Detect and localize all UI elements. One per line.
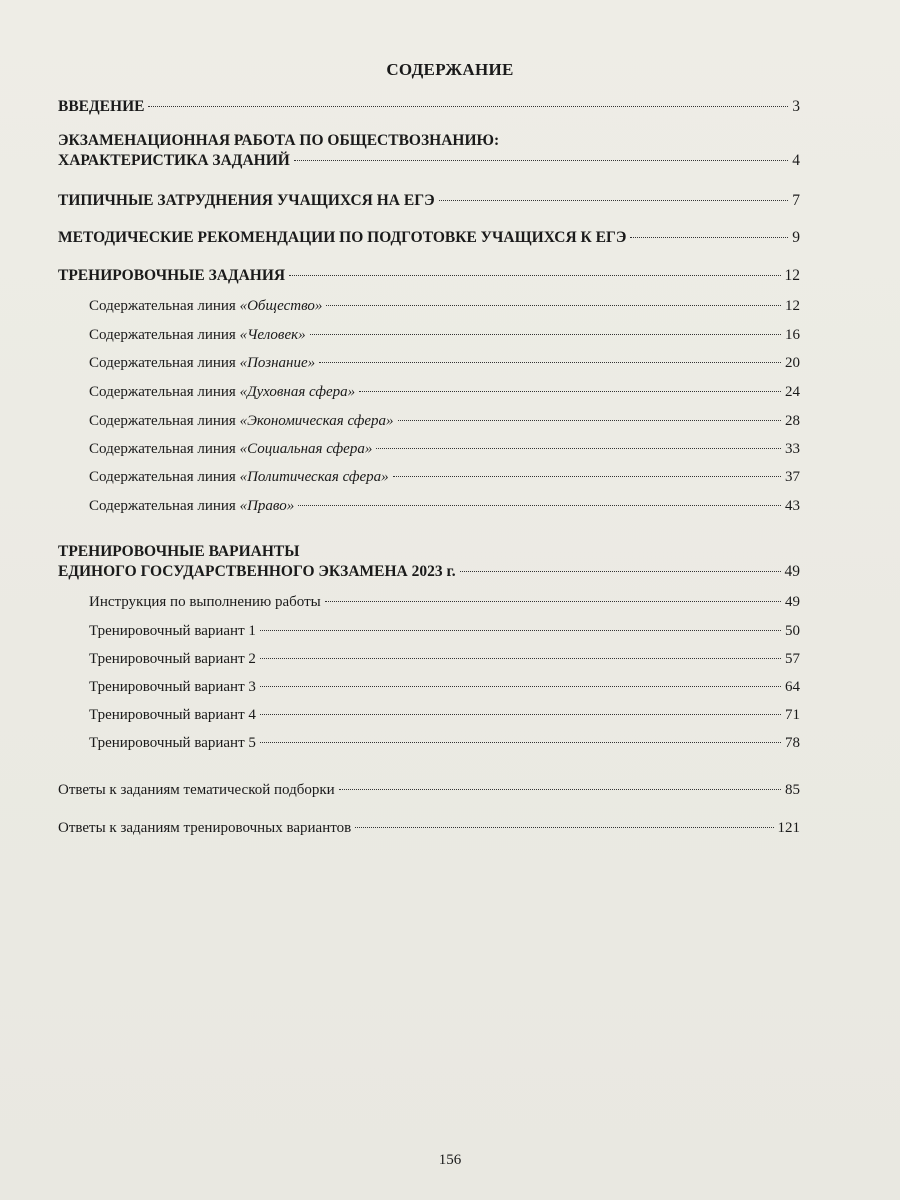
page-title: СОДЕРЖАНИЕ <box>386 60 514 79</box>
toc-entry-exam-work[interactable] <box>58 132 800 170</box>
toc-entry-line-law[interactable] <box>89 498 800 515</box>
toc-page-number: 43 <box>785 498 800 514</box>
toc-entry-line-society[interactable] <box>89 298 800 315</box>
toc-page-number: 12 <box>784 267 800 284</box>
toc-entry-variant-1[interactable] <box>89 623 800 640</box>
toc-entry-label: Ответы к заданиям тренировочных вариантов <box>58 820 352 836</box>
toc-entry-line-economic[interactable] <box>89 413 800 430</box>
dot-leader <box>325 601 781 602</box>
toc-entry-label: Тренировочный вариант 2 <box>89 651 256 667</box>
toc-page-number: 16 <box>785 327 800 343</box>
toc-page-number: 37 <box>785 469 800 485</box>
toc-page-number: 57 <box>785 651 800 667</box>
toc-page-number: 78 <box>785 735 800 751</box>
toc-entry-prefix: Содержательная линия <box>89 469 240 485</box>
toc-entry-topic: «Общество» <box>239 298 323 314</box>
dot-leader <box>355 827 773 828</box>
toc-entry-label-line1: ЭКЗАМЕНАЦИОННАЯ РАБОТА ПО ОБЩЕСТВОЗНАНИЮ: <box>58 132 500 149</box>
toc-entry-label: Тренировочный вариант 3 <box>89 679 256 695</box>
dot-leader <box>630 237 788 238</box>
toc-entry-instructions[interactable] <box>89 594 800 611</box>
toc-entry-variant-4[interactable] <box>89 707 800 724</box>
toc-entry-methodical-recommendations[interactable] <box>58 229 800 247</box>
dot-leader <box>298 505 781 506</box>
dot-leader <box>260 658 781 659</box>
toc-entry-topic: «Человек» <box>239 327 306 343</box>
toc-page-number: 50 <box>785 623 800 639</box>
toc-entry-prefix: Содержательная линия <box>89 355 240 371</box>
toc-entry-training-variants[interactable] <box>58 543 800 581</box>
dot-leader <box>260 714 781 715</box>
toc-page-number: 24 <box>785 384 800 400</box>
dot-leader <box>289 275 780 276</box>
dot-leader <box>326 305 781 306</box>
toc-page-number: 3 <box>792 98 800 115</box>
toc-entry-line-spiritual[interactable] <box>89 384 800 401</box>
dot-leader <box>310 334 781 335</box>
toc-entry-label-line2: ХАРАКТЕРИСТИКА ЗАДАНИЙ <box>58 152 290 169</box>
toc-entry-topic: «Экономическая сфера» <box>239 413 394 429</box>
toc-page-number: 64 <box>785 679 800 695</box>
toc-entry-training-tasks[interactable] <box>58 267 800 285</box>
toc-entry-variant-2[interactable] <box>89 651 800 668</box>
toc-entry-label: Тренировочный вариант 5 <box>89 735 256 751</box>
dot-leader <box>319 362 781 363</box>
toc-entry-topic: «Политическая сфера» <box>239 469 389 485</box>
toc-entry-answers-variants[interactable] <box>58 820 800 837</box>
toc-page-number: 85 <box>785 782 800 798</box>
dot-leader <box>359 391 781 392</box>
toc-entry-prefix: Содержательная линия <box>89 413 240 429</box>
toc-page-number: 4 <box>792 152 800 169</box>
toc-page-number: 7 <box>792 192 800 209</box>
toc-entry-variant-5[interactable] <box>89 735 800 752</box>
toc-entry-line-person[interactable] <box>89 327 800 344</box>
toc-entry-label: Ответы к заданиям тематической подборки <box>58 782 335 798</box>
toc-page-number: 20 <box>785 355 800 371</box>
toc-entry-label: ТИПИЧНЫЕ ЗАТРУДНЕНИЯ УЧАЩИХСЯ НА ЕГЭ <box>58 192 435 209</box>
toc-entry-label: Инструкция по выполнению работы <box>89 594 321 610</box>
dot-leader <box>460 571 781 572</box>
dot-leader <box>148 106 788 107</box>
toc-entry-prefix: Содержательная линия <box>89 441 240 457</box>
toc-entry-topic: «Духовная сфера» <box>239 384 356 400</box>
toc-entry-line-political[interactable] <box>89 469 800 486</box>
toc-entry-typical-difficulties[interactable] <box>58 192 800 210</box>
toc-entry-line-social[interactable] <box>89 441 800 458</box>
dot-leader <box>260 630 781 631</box>
toc-entry-variant-3[interactable] <box>89 679 800 696</box>
dot-leader <box>393 476 781 477</box>
toc-page-number: 121 <box>777 820 800 836</box>
toc-entry-introduction[interactable] <box>58 98 800 116</box>
dot-leader <box>260 742 781 743</box>
toc-entry-topic: «Социальная сфера» <box>239 441 373 457</box>
toc-page-number: 28 <box>785 413 800 429</box>
toc-entry-label-line2: ЕДИНОГО ГОСУДАРСТВЕННОГО ЭКЗАМЕНА 2023 г. <box>58 563 456 580</box>
toc-entry-label: Тренировочный вариант 4 <box>89 707 256 723</box>
dot-leader <box>339 789 781 790</box>
toc-entry-topic: «Право» <box>239 498 295 514</box>
toc-page-number: 49 <box>784 563 800 580</box>
toc-page-number: 12 <box>785 298 800 314</box>
dot-leader <box>260 686 781 687</box>
toc-entry-prefix: Содержательная линия <box>89 498 240 514</box>
toc-page-number: 49 <box>785 594 800 610</box>
toc-entry-topic: «Познание» <box>239 355 316 371</box>
toc-entry-prefix: Содержательная линия <box>89 298 240 314</box>
toc-entry-label: ВВЕДЕНИЕ <box>58 98 145 115</box>
toc-entry-label: МЕТОДИЧЕСКИЕ РЕКОМЕНДАЦИИ ПО ПОДГОТОВКЕ УЧАЩИХСЯ К ЕГЭ <box>58 229 627 246</box>
toc-entry-answers-thematic[interactable] <box>58 782 800 799</box>
toc-page-number: 9 <box>792 229 800 246</box>
toc-page-number: 71 <box>785 707 800 723</box>
toc-entry-label: ТРЕНИРОВОЧНЫЕ ЗАДАНИЯ <box>58 267 286 284</box>
toc-page-number: 33 <box>785 441 800 457</box>
toc-entry-prefix: Содержательная линия <box>89 384 240 400</box>
toc-entry-label: Тренировочный вариант 1 <box>89 623 256 639</box>
toc-entry-line-cognition[interactable] <box>89 355 800 372</box>
page-number-footer: 156 <box>438 1152 462 1168</box>
dot-leader <box>294 160 788 161</box>
toc-entry-label-line1: ТРЕНИРОВОЧНЫЕ ВАРИАНТЫ <box>58 543 300 560</box>
dot-leader <box>439 200 789 201</box>
dot-leader <box>376 448 781 449</box>
toc-entry-prefix: Содержательная линия <box>89 327 240 343</box>
dot-leader <box>398 420 781 421</box>
